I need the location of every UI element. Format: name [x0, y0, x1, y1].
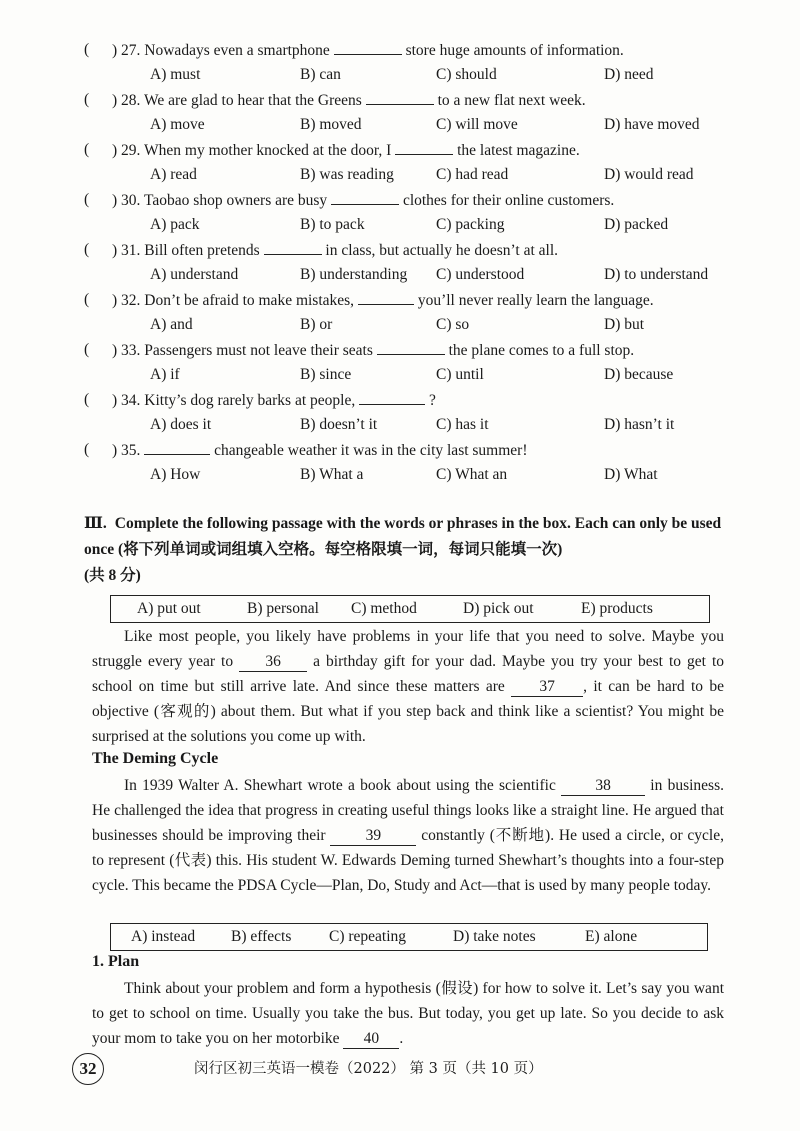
- option-a[interactable]: A) move: [150, 116, 205, 133]
- question-stem-after: you’ll never really learn the language.: [417, 292, 654, 309]
- answer-paren-left[interactable]: (: [84, 291, 90, 308]
- section-number: Ⅲ.: [84, 515, 107, 532]
- question-text: [112, 338, 635, 363]
- question-text: [112, 88, 586, 113]
- option-d[interactable]: D) because: [604, 366, 674, 383]
- para1-text-b: a birthday gift for your dad. Maybe you try your best to get to school on time but still arrive late. And since these matters are: [92, 653, 725, 695]
- para2-text-a: In 1939 Walter A. Shewhart wrote a book about using the scientific: [124, 777, 556, 794]
- question-stem-after: to a new flat next week.: [437, 92, 586, 109]
- question-item: [84, 38, 764, 88]
- question-stem-after: store huge amounts of information.: [405, 42, 624, 59]
- blank-39[interactable]: 39: [330, 827, 416, 846]
- para3-text-a: Think about your problem and form a hypothesis (假设) for how to solve it. Let’s say you want to get to school on time. Usually you take the bus. But today, you get up late. So you decide to ask your mom to take you on her motorbike: [92, 980, 724, 1047]
- option-b[interactable]: B) understanding: [300, 266, 408, 283]
- option-a[interactable]: A) pack: [150, 216, 200, 233]
- passage-paragraph-1: [92, 624, 724, 749]
- option-a[interactable]: A) must: [150, 66, 201, 83]
- question-blank[interactable]: [358, 288, 414, 305]
- options-row: [84, 312, 764, 338]
- options-row: [84, 362, 764, 388]
- heading-deming-cycle: The Deming Cycle: [92, 750, 219, 767]
- blank-40[interactable]: 40: [343, 1030, 399, 1049]
- box2-word-d: D) take notes: [453, 928, 536, 945]
- option-c[interactable]: C) will move: [436, 116, 518, 133]
- question-stem-after: changeable weather it was in the city last summer!: [214, 442, 528, 459]
- question-text: [112, 138, 580, 163]
- blank-36[interactable]: 36: [239, 653, 307, 672]
- question-blank[interactable]: [395, 138, 453, 155]
- option-c[interactable]: C) packing: [436, 216, 505, 233]
- question-item: [84, 388, 764, 438]
- page-badge: 32: [72, 1053, 104, 1085]
- question-line: [84, 438, 764, 462]
- passage-paragraph-2: [92, 773, 724, 898]
- para1-text-c: , it can be hard to be objective (客观的) about them. But what if you step back and think like a scientist? You might be surprised at the solutions you come up with.: [92, 678, 725, 745]
- answer-paren-left[interactable]: (: [84, 191, 90, 208]
- question-number: ) 33.: [112, 342, 141, 359]
- footer-text: 闵行区初三英语一模卷（2022） 第 3 页（共 10 页）: [194, 1061, 543, 1077]
- question-blank[interactable]: [331, 188, 399, 205]
- question-line: [84, 338, 764, 362]
- option-c[interactable]: C) had read: [436, 166, 509, 183]
- option-a[interactable]: A) read: [150, 166, 197, 183]
- answer-paren-left[interactable]: (: [84, 441, 90, 458]
- question-number: ) 35.: [112, 442, 141, 459]
- question-text: [112, 438, 528, 463]
- question-line: [84, 88, 764, 112]
- question-item: [84, 188, 764, 238]
- options-row: [84, 412, 764, 438]
- question-stem-before: Don’t be afraid to make mistakes,: [144, 292, 355, 309]
- question-stem-before: Bill often pretends: [144, 242, 260, 259]
- word-box-1: [110, 595, 710, 623]
- question-stem-after: ?: [428, 392, 436, 409]
- option-d[interactable]: D) have moved: [604, 116, 700, 133]
- option-c[interactable]: C) has it: [436, 416, 489, 433]
- blank-37[interactable]: 37: [511, 678, 583, 697]
- question-item: [84, 338, 764, 388]
- option-b[interactable]: B) What a: [300, 466, 364, 483]
- question-number: ) 32.: [112, 292, 141, 309]
- option-d[interactable]: D) packed: [604, 216, 669, 233]
- answer-paren-left[interactable]: (: [84, 41, 90, 58]
- question-line: [84, 288, 764, 312]
- question-stem-before: Nowadays even a smartphone: [144, 42, 330, 59]
- box2-word-e: E) alone: [585, 928, 638, 945]
- option-c[interactable]: C) What an: [436, 466, 508, 483]
- question-stem-before: Kitty’s dog rarely barks at people,: [144, 392, 356, 409]
- question-number: ) 27.: [112, 42, 141, 59]
- question-item: [84, 288, 764, 338]
- question-number: ) 28.: [112, 92, 141, 109]
- answer-paren-left[interactable]: (: [84, 91, 90, 108]
- question-number: ) 29.: [112, 142, 141, 159]
- question-blank[interactable]: [359, 388, 425, 405]
- options-row: [84, 62, 764, 88]
- question-item: [84, 138, 764, 188]
- option-d[interactable]: D) but: [604, 316, 645, 333]
- option-a[interactable]: A) How: [150, 466, 201, 483]
- question-line: [84, 188, 764, 212]
- question-blank[interactable]: [264, 238, 322, 255]
- option-c[interactable]: C) until: [436, 366, 484, 383]
- question-line: [84, 38, 764, 62]
- question-stem-before: We are glad to hear that the Greens: [144, 92, 362, 109]
- option-b[interactable]: B) was reading: [300, 166, 394, 183]
- question-stem-after: the latest magazine.: [457, 142, 580, 159]
- word-box-2: [110, 923, 708, 951]
- question-blank[interactable]: [377, 338, 445, 355]
- question-line: [84, 388, 764, 412]
- option-c[interactable]: C) should: [436, 66, 497, 83]
- answer-paren-left[interactable]: (: [84, 141, 90, 158]
- passage-paragraph-3: [92, 976, 724, 1051]
- multiple-choice-section: [84, 38, 764, 488]
- question-blank[interactable]: [334, 38, 402, 55]
- para2-text-c: constantly (不断地). He used a circle, or cycle, to represent (代表) this. His student W. Edwards Deming turned Shewhart’s thoughts into a four-step cycle. This became the PDSA Cycle—Plan, Do, Study and Act—that is used by many people today.: [92, 827, 724, 894]
- option-b[interactable]: B) to pack: [300, 216, 365, 233]
- option-d[interactable]: D) would read: [604, 166, 694, 183]
- answer-paren-left[interactable]: (: [84, 341, 90, 358]
- box1-word-b: B) personal: [247, 600, 319, 617]
- option-c[interactable]: C) so: [436, 316, 470, 333]
- question-text: [112, 288, 654, 313]
- option-a[interactable]: A) if: [150, 366, 180, 383]
- box2-word-b: B) effects: [231, 928, 292, 945]
- question-line: [84, 138, 764, 162]
- question-line: [84, 238, 764, 262]
- box1-word-e: E) products: [581, 600, 653, 617]
- para3-text-b: .: [399, 1030, 404, 1047]
- option-b[interactable]: B) since: [300, 366, 352, 383]
- question-blank[interactable]: [144, 438, 210, 455]
- blank-38[interactable]: 38: [561, 777, 645, 796]
- option-d[interactable]: D) What: [604, 466, 658, 483]
- question-stem-before: Passengers must not leave their seats: [144, 342, 373, 359]
- question-stem-before: Taobao shop owners are busy: [144, 192, 328, 209]
- options-row: [84, 262, 764, 288]
- question-item: [84, 238, 764, 288]
- question-text: [112, 188, 615, 213]
- box1-word-c: C) method: [351, 600, 417, 617]
- section-3-instruction: [84, 511, 734, 589]
- section-score: (共 8 分): [84, 567, 141, 584]
- option-d[interactable]: D) to understand: [604, 266, 709, 283]
- question-number: ) 31.: [112, 242, 141, 259]
- question-stem-after: the plane comes to a full stop.: [448, 342, 635, 359]
- para1-text-a: Like most people, you likely have problems in your life that you need to solve. Maybe you struggle every year to: [92, 628, 724, 670]
- box1-word-d: D) pick out: [463, 600, 534, 617]
- answer-paren-left[interactable]: (: [84, 241, 90, 258]
- options-row: [84, 462, 764, 488]
- para2-text-b: in business. He challenged the idea that progress in creating useful things looks like a straight line. He argued that businesses should be improving their: [92, 777, 724, 844]
- option-a[interactable]: A) understand: [150, 266, 239, 283]
- section-instruction-text: Complete the following passage with the words or phrases in the box. Each can only be used once (将下列单词或词组填入空格。每空格限填一词，每词只能填一次): [84, 515, 722, 558]
- option-a[interactable]: A) does it: [150, 416, 212, 433]
- option-d[interactable]: D) need: [604, 66, 654, 83]
- page-footer: [72, 1053, 712, 1087]
- question-stem-after: in class, but actually he doesn’t at all.: [325, 242, 559, 259]
- heading-plan: 1. Plan: [92, 953, 140, 970]
- question-text: [112, 38, 624, 63]
- question-blank[interactable]: [366, 88, 434, 105]
- question-number: ) 34.: [112, 392, 141, 409]
- option-b[interactable]: B) can: [300, 66, 341, 83]
- options-row: [84, 162, 764, 188]
- options-row: [84, 212, 764, 238]
- question-item: [84, 438, 764, 488]
- question-number: ) 30.: [112, 192, 141, 209]
- question-item: [84, 88, 764, 138]
- option-d[interactable]: D) hasn’t it: [604, 416, 675, 433]
- question-text: [112, 238, 559, 263]
- options-row: [84, 112, 764, 138]
- option-a[interactable]: A) and: [150, 316, 193, 333]
- box2-word-c: C) repeating: [329, 928, 407, 945]
- option-b[interactable]: B) moved: [300, 116, 362, 133]
- option-c[interactable]: C) understood: [436, 266, 525, 283]
- question-text: [112, 388, 436, 413]
- question-stem-before: When my mother knocked at the door, I: [144, 142, 392, 159]
- option-b[interactable]: B) or: [300, 316, 333, 333]
- box1-word-a: A) put out: [137, 600, 201, 617]
- option-b[interactable]: B) doesn’t it: [300, 416, 378, 433]
- answer-paren-left[interactable]: (: [84, 391, 90, 408]
- box2-word-a: A) instead: [131, 928, 196, 945]
- question-stem-after: clothes for their online customers.: [402, 192, 615, 209]
